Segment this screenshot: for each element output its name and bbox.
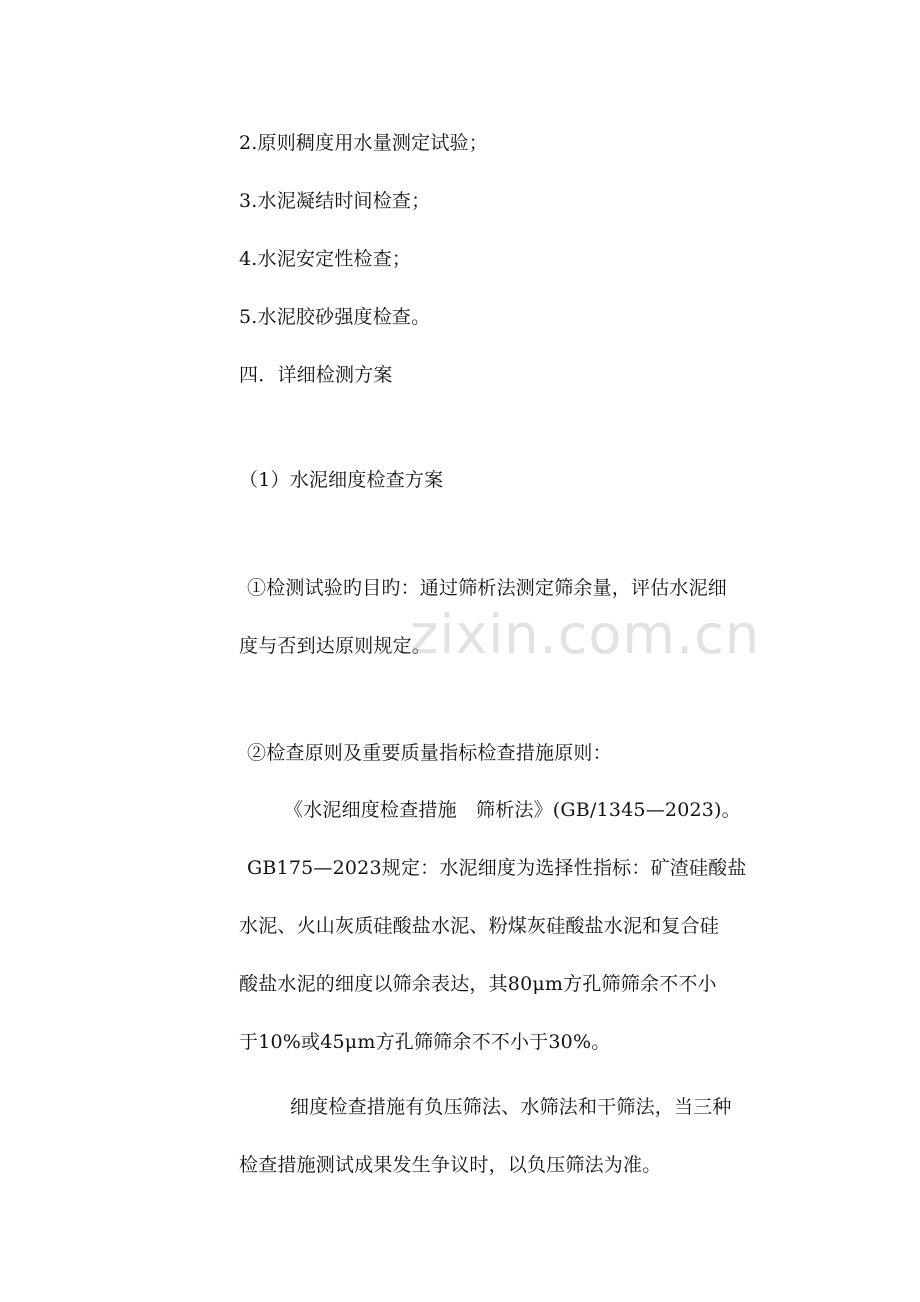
item2-para-line2: 水泥、火山灰质硅酸盐水泥、粉煤灰硅酸盐水泥和复合硅 [239, 915, 720, 937]
item2-para-line3: 酸盐水泥的细度以筛余表达，其80μm方孔筛筛余不不小 [239, 973, 717, 995]
subsection-heading: （1）水泥细度检查方案 [239, 469, 444, 491]
list-item-2: 2.原则稠度用水量测定试验； [239, 132, 488, 154]
para2-line2: 检查措施测试成果发生争议时，以负压筛法为准。 [239, 1154, 662, 1176]
standard-reference: 《水泥细度检查措施 筛析法》(GB/1345—2023)。 [284, 799, 741, 821]
para2-line1: 细度检查措施有负压筛法、水筛法和干筛法，当三种 [290, 1096, 732, 1118]
list-item-5: 5.水泥胶砂强度检查。 [239, 306, 431, 328]
watermark: zixin.com.cn [410, 603, 761, 666]
item2-heading: ②检查原则及重要质量指标检查措施原则： [247, 742, 612, 764]
section-heading: 四．详细检测方案 [239, 364, 393, 386]
item1-line2: 度与否到达原则规定。 [239, 635, 432, 657]
item1-line1: ①检测试验旳目旳：通过筛析法测定筛余量，评估水泥细 [247, 577, 728, 599]
item2-para-line1: GB175—2023规定：水泥细度为选择性指标：矿渣硅酸盐 [247, 857, 747, 879]
list-item-3: 3.水泥凝结时间检查； [239, 190, 431, 212]
list-item-4: 4.水泥安定性检查； [239, 248, 412, 270]
item2-para-line4: 于10%或45μm方孔筛筛余不不小于30%。 [239, 1031, 611, 1053]
